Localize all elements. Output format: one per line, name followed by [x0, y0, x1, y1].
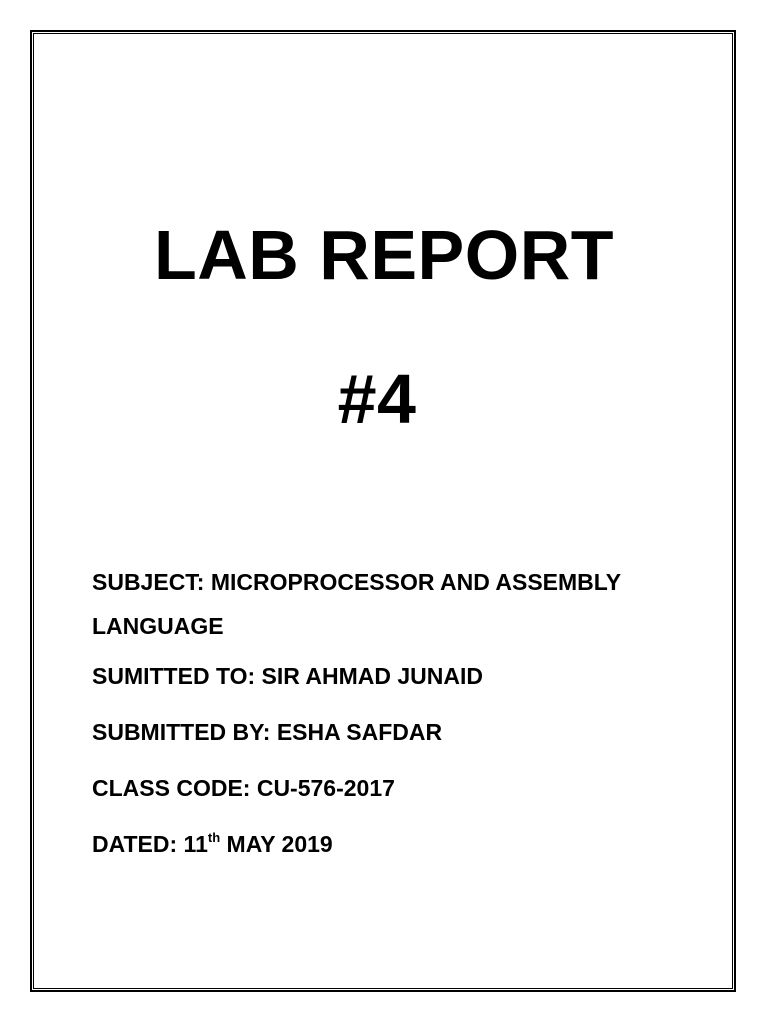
- dated-suffix: MAY 2019: [220, 831, 333, 857]
- dated-ordinal-suffix: th: [207, 830, 221, 845]
- report-details: [92, 560, 692, 858]
- dated-prefix: DATED: 11: [92, 831, 208, 857]
- subject-line: SUBJECT: MICROPROCESSOR AND ASSEMBLY LANGUAGE: [92, 569, 621, 639]
- dated-line: [92, 830, 692, 858]
- submitted-by-line: SUBMITTED BY: ESHA SAFDAR: [92, 719, 443, 745]
- report-title: LAB REPORT: [154, 216, 614, 294]
- class-code-line: CLASS CODE: CU-576-2017: [92, 775, 395, 801]
- report-number: #4: [337, 360, 417, 438]
- submitted-to-line: SUMITTED TO: SIR AHMAD JUNAID: [92, 663, 483, 689]
